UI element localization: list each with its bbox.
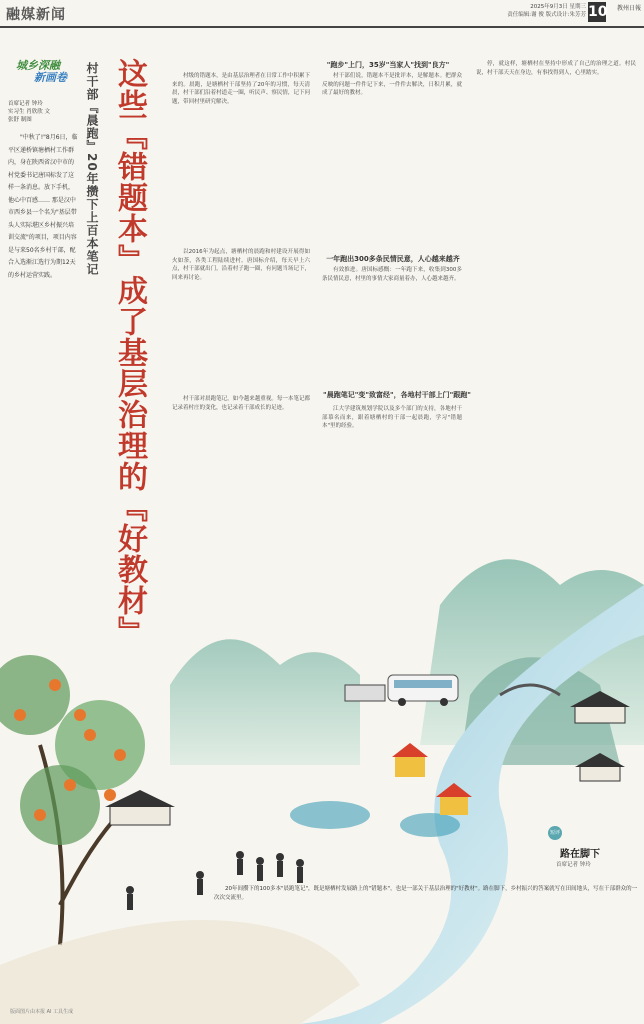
- byline-1: 首席记者 钟玲: [8, 101, 43, 107]
- article-block-1: [172, 72, 310, 242]
- issue-info: [507, 3, 586, 19]
- paragraph: 村干部对晨跑笔记，如今越来越重视。每一本笔记都记录着村庄的变化，也记录着干部成长的足迹。: [172, 396, 310, 411]
- subtitle-2: 一年跑出300多条民情民意，人心越来越齐: [326, 255, 460, 263]
- commentary-logo: 短评: [548, 826, 562, 840]
- image-credit: 版面图片由本报 AI 工具生成: [10, 1009, 74, 1015]
- commentary-author: 首席记者 钟玲: [556, 862, 591, 868]
- paragraph: 村级的错题本，是由基层治理者在日常工作中积累下来的。晨跑，是塘栖村干部坚持了20年的习惯，每天清晨，村干部们沿着村道走一圈，听民声、察民情，记下问题，带回村里研究解决。: [172, 73, 310, 105]
- badge-line1: 城乡深融: [16, 59, 60, 72]
- commentary-title: 路在脚下: [560, 849, 600, 860]
- byline-3: 张舒 制图: [8, 117, 32, 123]
- section-title: 融媒新闻: [6, 7, 66, 23]
- paragraph: 停，就这样，塘栖村在坚持中形成了自己的治理之道。村民说，村干部天天在身边，有事找得到人，心里踏实。: [476, 61, 636, 76]
- lead-paragraph: "中秋了!"8月6日，临平区递桥镇塘栖村工作群内，身在陕西省汉中市的村党委书记唐国标发了这样一条消息。放下手机，他心中百感…… 那是汉中市西乡县一个名为"基层带头人实际堪区乡村振兴培训交流"的项目，项目内容是与来50名乡村干部，配合入选渐江选行为期12天的乡村运营实践。: [8, 134, 78, 279]
- page-number: 10: [588, 4, 608, 20]
- commentary-text: 20年间攒下的100多本"晨跑笔记"，既是塘栖村发展路上的"错题本"，也是一部关于基层治理的"好教材"。路在脚下，乡村振兴的答案就写在田间地头，写在干部群众的一次次交流里。: [214, 886, 638, 901]
- article-block-6: [322, 405, 462, 545]
- subtitle-1: "跑步"上门，35岁"当家人"找到"良方": [326, 61, 450, 69]
- date-line: 2025年9月3日 星期三: [530, 4, 586, 10]
- editor-line: 责任编辑:谢 俊 版式设计:朱芳芳: [507, 12, 586, 18]
- article-block-3: [172, 248, 310, 378]
- paragraph: 以2016年为起点，塘栖村的晨跑和村建设开展得如火如荼，各类工程陆续进村。唐国标介绍，每天早上六点，村干部就出门，沿着村子跑一圈，有问题当场记下，回来再讨论。: [172, 249, 310, 281]
- article-block-4: [322, 266, 462, 366]
- article-block-2: [322, 72, 462, 242]
- badge-line2: 新画卷: [34, 71, 67, 84]
- series-badge: [16, 60, 86, 86]
- paper-logo: 教州日報: [616, 5, 641, 12]
- illustration: [0, 545, 644, 1024]
- page-header: [0, 0, 644, 28]
- study-sign: [345, 685, 385, 701]
- byline-2: 实习生 肖欣欣 文: [8, 109, 50, 115]
- subtitle-3: "晨跑笔记"变"致富经"，各地村干部上门"跟跑": [323, 391, 471, 399]
- article-block-2b: [476, 60, 636, 260]
- main-headline: 这些『错题本』成了基层治理的『好教材』: [112, 58, 147, 647]
- paragraph: 村干部们说，错题本不是批评本，是解题本。把群众反映的问题一件件记下来，一件件去解决，日积月累，就成了最好的教材。: [322, 73, 462, 97]
- paragraph: 有效推进。唐国标感慨：一年跑下来，收集到300多条民情民意，村里的事情大家商量着办，人心越来越齐。: [322, 267, 462, 282]
- article-block-5: [172, 395, 310, 545]
- paragraph: 江大学建筑规划学院以及多个部门的支持，各地村干部慕名而来，跟着塘栖村的干部一起晨跑，学习"错题本"里的经验。: [322, 406, 462, 430]
- sub-headline: 村干部『晨跑』20年攒下上百本笔记: [85, 62, 99, 276]
- bus: [388, 675, 458, 706]
